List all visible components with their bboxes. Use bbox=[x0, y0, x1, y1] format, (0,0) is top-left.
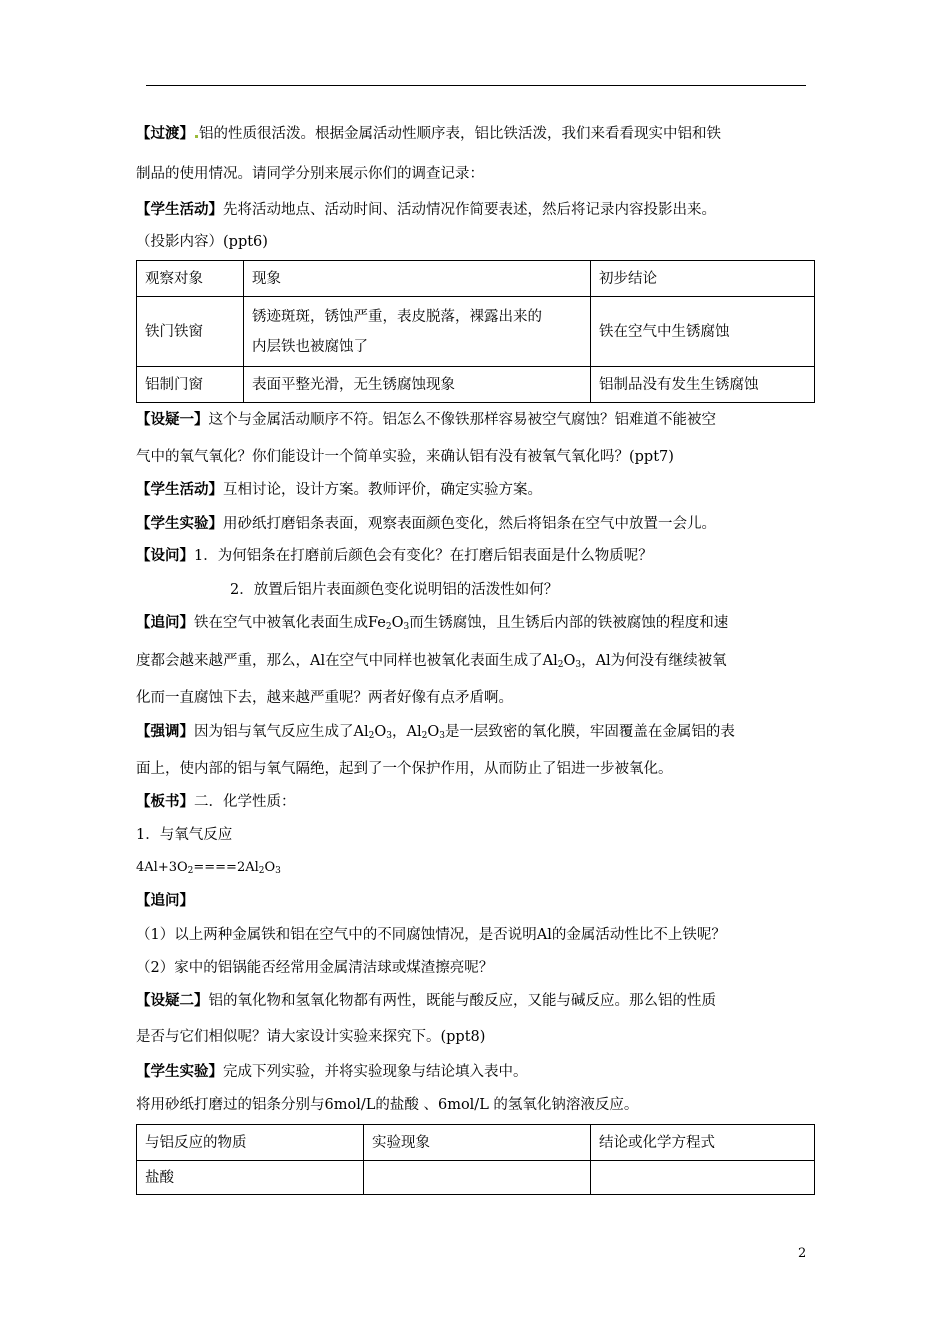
table-cell bbox=[364, 1161, 591, 1195]
table-header: 与铝反应的物质 bbox=[137, 1125, 364, 1161]
table-row bbox=[137, 367, 815, 403]
stress-para-cont: 面上，使内部的铝与氧气隔绝，起到了一个保护作用，从而防止了铝进一步被氧化。 bbox=[136, 761, 673, 777]
equation: $4Al+3O_2====2Al_2O_3$ bbox=[136, 860, 281, 876]
experiment1-para: 【学生实验】用砂纸打磨铝条表面，观察表面颜色变化，然后将铝条在空气中放置一会儿。 bbox=[136, 516, 716, 532]
question-2: 2．放置后铝片表面颜色变化说明铝的活泼性如何？ bbox=[230, 582, 559, 598]
table-cell: 铝制门窗 bbox=[137, 367, 244, 403]
doubt2-para-cont: 是否与它们相似呢？请大家设计实验来探究下。(ppt8) bbox=[136, 1029, 486, 1045]
transition-para: 【过渡】 铝的性质很活泼。根据金属活动性顺序表，铝比铁活泼，我们来看看现实中铝和铁 bbox=[136, 126, 721, 142]
table-cell: 锈迹斑斑，锈蚀严重，表皮脱落，裸露出来的 内层铁也被腐蚀了 bbox=[244, 297, 591, 367]
follow2-tag: 【追问】 bbox=[136, 893, 194, 909]
page-number: 2 bbox=[798, 1246, 807, 1261]
activity1-para: 【学生活动】先将活动地点、活动时间、活动情况作简要表述，然后将记录内容投影出来。 bbox=[136, 202, 716, 218]
table-header: 现象 bbox=[244, 261, 591, 297]
follow1-para-cont: 度都会越来越严重，那么，Al在空气中同样也被氧化表面生成了$Al_2O_3$，Al为何没有继续被氧 bbox=[136, 653, 727, 670]
transition-tag: 【过渡】 bbox=[136, 126, 194, 142]
observation-table bbox=[136, 260, 815, 403]
projection-note: （投影内容）(ppt6) bbox=[136, 234, 268, 250]
table-cell: 铝制品没有发生生锈腐蚀 bbox=[591, 367, 815, 403]
table-row bbox=[137, 1161, 815, 1195]
table-cell: 铁在空气中生锈腐蚀 bbox=[591, 297, 815, 367]
transition-para-cont: 制品的使用情况。请同学分别来展示你们的调查记录： bbox=[136, 166, 484, 182]
table-cell bbox=[591, 1161, 815, 1195]
board-item-1: 1．与氧气反应 bbox=[136, 827, 233, 843]
header-rule bbox=[146, 85, 806, 86]
stress-para: 【强调】因为铝与氧气反应生成了$Al_2O_3$，$Al_2O_3$是一层致密的氧化膜，牢固覆盖在金属铝的表 bbox=[136, 724, 735, 741]
table-cell: 盐酸 bbox=[137, 1161, 364, 1195]
question-para: 【设问】1．为何铝条在打磨前后颜色会有变化？在打磨后铝表面是什么物质呢？ bbox=[136, 548, 653, 564]
table-cell: 表面平整光滑，无生锈腐蚀现象 bbox=[244, 367, 591, 403]
doubt1-para-cont: 气中的氧气氧化？你们能设计一个简单实验，来确认铝有没有被氧气氧化吗？(ppt7) bbox=[136, 449, 674, 465]
experiment2-instruction: 将用砂纸打磨过的铝条分别与6mol/L的盐酸 、6mol/L 的氢氧化钠溶液反应。 bbox=[136, 1097, 639, 1113]
table-header: 结论或化学方程式 bbox=[591, 1125, 815, 1161]
doubt2-para: 【设疑二】铝的氧化物和氢氧化物都有两性，既能与酸反应，又能与碱反应。那么铝的性质 bbox=[136, 993, 716, 1009]
follow2-q2: （2）家中的铝锅能否经常用金属清洁球或煤渣擦亮呢？ bbox=[136, 960, 494, 976]
activity2-para: 【学生活动】互相讨论，设计方案。教师评价，确定实验方案。 bbox=[136, 482, 542, 498]
doubt1-para: 【设疑一】这个与金属活动顺序不符。铝怎么不像铁那样容易被空气腐蚀？铝难道不能被空 bbox=[136, 412, 716, 428]
table-row bbox=[137, 297, 815, 367]
table-header: 实验现象 bbox=[364, 1125, 591, 1161]
follow1-para-end: 化而一直腐蚀下去，越来越严重呢？两者好像有点矛盾啊。 bbox=[136, 690, 513, 706]
follow1-para: 【追问】铁在空气中被氧化表面生成$Fe_2O_3$而生锈腐蚀，且生锈后内部的铁被腐蚀的程度和速 bbox=[136, 615, 729, 632]
table-cell: 铁门铁窗 bbox=[137, 297, 244, 367]
follow2-q1: （1）以上两种金属铁和铝在空气中的不同腐蚀情况，是否说明Al的金属活动性比不上铁呢？ bbox=[136, 927, 726, 943]
experiment-table bbox=[136, 1124, 815, 1195]
board-para: 【板书】二．化学性质： bbox=[136, 794, 296, 810]
mark-dot bbox=[195, 135, 198, 138]
table-header: 初步结论 bbox=[591, 261, 815, 297]
table-header: 观察对象 bbox=[137, 261, 244, 297]
experiment2-para: 【学生实验】完成下列实验，并将实验现象与结论填入表中。 bbox=[136, 1064, 528, 1080]
